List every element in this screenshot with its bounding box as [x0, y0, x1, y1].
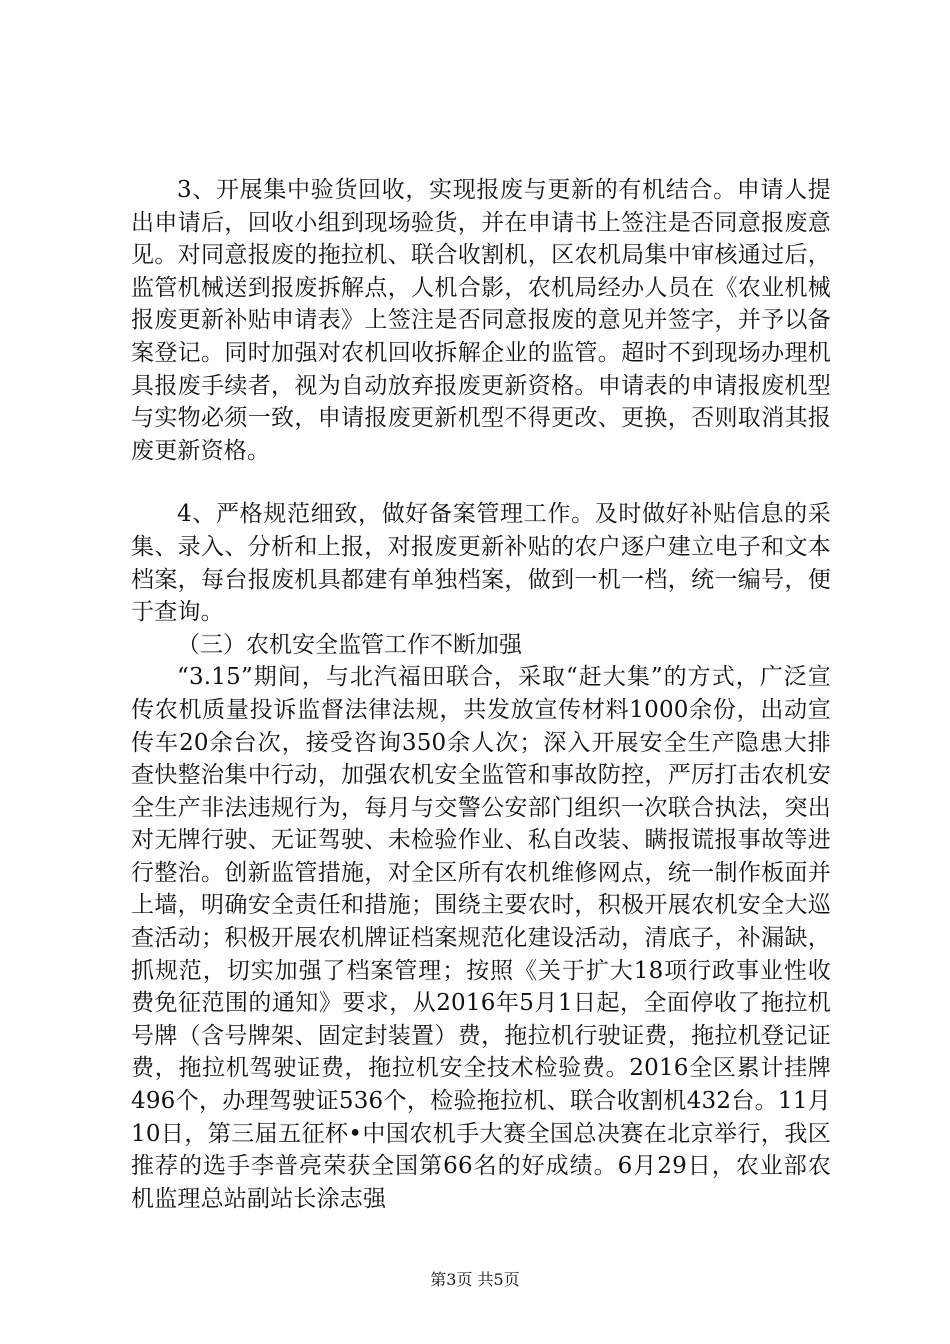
paragraph-item-3: 3、开展集中验货回收，实现报废与更新的有机结合。申请人提出申请后，回收小组到现场验货，并在申请书上签注是否同意报废意见。对同意报废的拖拉机、联合收割机，区农机局集中审核通过后，监管机械送到报废拆解点，人机合影，农机局经办人员在《农业机械报废更新补贴申请表》上签注是否同意报废的意见并签字，并予以备案登记。同时加强对农机回收拆解企业的监管。超时不到现场办理机具报废手续者，视为自动放弃报废更新资格。申请表的申请报废机型与实物必须一致，申请报废更新机型不得更改、更换，否则取消其报废更新资格。 — [131, 177, 831, 464]
paragraph-item-4: 4、严格规范细致，做好备案管理工作。及时做好补贴信息的采集、录入、分析和上报，对报废更新补贴的农户逐户建立电子和文本档案，每台报废机具都建有单独档案，做到一机一档，统一编号，便于查询。 — [131, 501, 831, 626]
document-body — [131, 174, 831, 1215]
page-number-footer: 第3页 共5页 — [430, 1270, 520, 1289]
section-body-paragraph: “3.15”期间，与北汽福田联合，采取“赶大集”的方式，广泛宣传农机质量投诉监督法律法规，共发放宣传材料1000余份，出动宣传车20余台次，接受咨询350余人次；深入开展安全生产隐患大排查快整治集中行动，加强农机安全监管和事故防控，严厉打击农机安全生产非法违规行为，每月与交警公安部门组织一次联合执法，突出对无牌行驶、无证驾驶、未检验作业、私自改装、瞒报谎报事故等进行整治。创新监管措施，对全区所有农机维修网点，统一制作板面并上墙，明确安全责任和措施；围绕主要农时，积极开展农机安全大巡查活动；积极开展农机牌证档案规范化建设活动，清底子，补漏缺，抓规范，切实加强了档案管理；按照《关于扩大18项行政事业性收费免征范围的通知》要求，从2016年5月1日起，全面停收了拖拉机号牌（含号牌架、固定封装置）费，拖拉机行驶证费，拖拉机登记证费，拖拉机驾驶证费，拖拉机安全技术检验费。2016全区累计挂牌496个，办理驾驶证536个，检验拖拉机、联合收割机432台。11月10日，第三届五征杯•中国农机手大赛全国总决赛在北京举行，我区推荐的选手李普亮荣获全国第66名的好成绩。6月29日，农业部农机监理总站副站长涂志强 — [131, 664, 831, 1212]
paragraph-gap — [131, 467, 831, 498]
section-heading: （三）农机安全监管工作不断加强 — [177, 631, 522, 658]
